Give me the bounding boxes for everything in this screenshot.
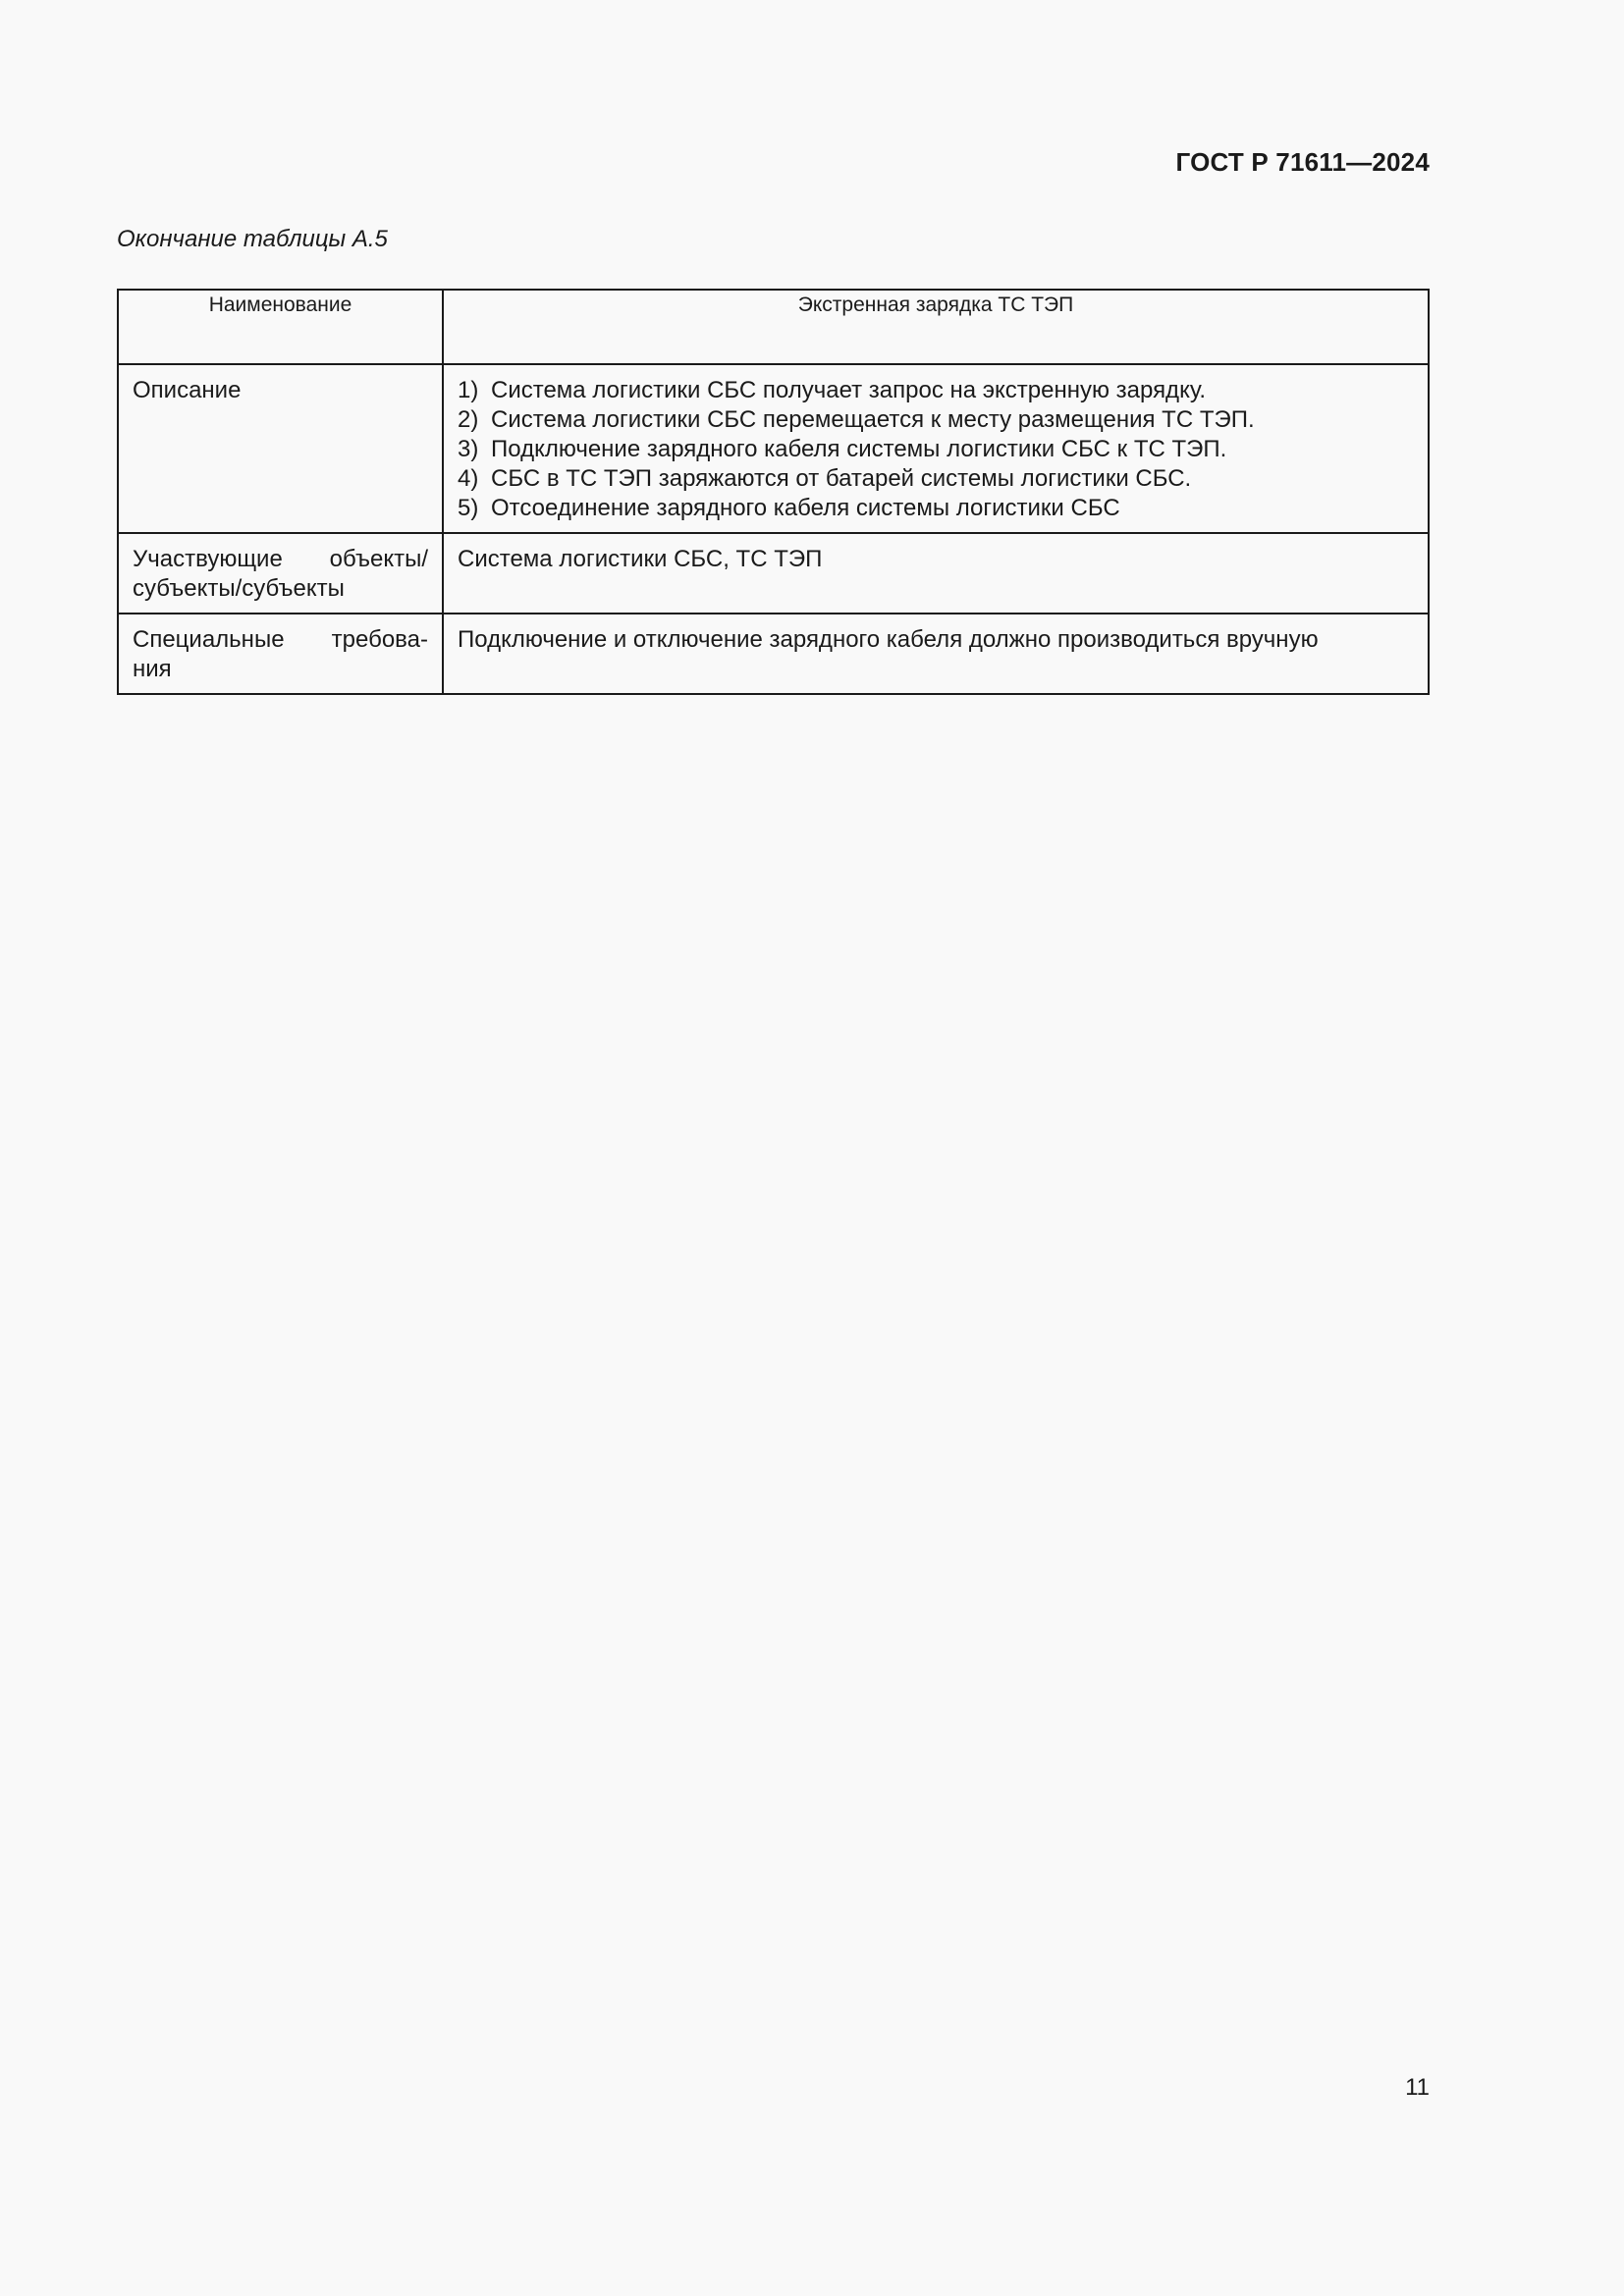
- list-item-number: 4): [458, 465, 479, 492]
- list-item: [458, 494, 1414, 523]
- table-header-row: [118, 290, 1429, 364]
- row-name-word: требова-: [331, 626, 428, 653]
- row-name-special-requirements: [119, 614, 442, 693]
- row-name-participants: [119, 534, 442, 613]
- row-name-cell: [118, 364, 443, 533]
- row-name-word: ния: [133, 656, 172, 682]
- list-item-text: СБС в ТС ТЭП заряжаются от батарей системы логистики СБС.: [491, 465, 1192, 492]
- row-name-cell: [118, 614, 443, 694]
- table-row-participants: [118, 533, 1429, 614]
- row-name-word: Участвующие: [133, 546, 283, 572]
- list-item: [458, 464, 1414, 494]
- list-item-number: 2): [458, 406, 479, 433]
- list-item: [458, 376, 1414, 405]
- list-item-number: 1): [458, 377, 479, 403]
- list-item: [458, 435, 1414, 464]
- row-value-participants: Система логистики СБС, ТС ТЭП: [458, 546, 823, 572]
- table-row-special-requirements: [118, 614, 1429, 694]
- row-name-cell: [118, 533, 443, 614]
- row-value-cell: [443, 533, 1429, 614]
- list-item-text: Отсоединение зарядного кабеля системы логистики СБС: [491, 495, 1120, 521]
- steps-list: [458, 376, 1414, 523]
- row-name-word: объекты/: [329, 546, 428, 572]
- row-value-cell: [443, 364, 1429, 533]
- use-case-table: [117, 289, 1430, 695]
- list-item-text: Подключение зарядного кабеля системы логистики СБС к ТС ТЭП.: [491, 436, 1227, 462]
- page-number: 11: [1405, 2074, 1430, 2101]
- table-caption: Окончание таблицы А.5: [117, 226, 388, 252]
- row-name-word: Специальные: [133, 626, 285, 653]
- list-item-number: 5): [458, 495, 479, 521]
- header-cell-name: Наименование: [118, 290, 443, 364]
- header-cell-value: Экстренная зарядка ТС ТЭП: [443, 290, 1429, 364]
- list-item-number: 3): [458, 436, 479, 462]
- table-row-description: [118, 364, 1429, 533]
- row-name-word: субъекты/субъекты: [133, 575, 345, 602]
- standard-code: ГОСТ Р 71611—2024: [1175, 147, 1430, 177]
- row-value-special-requirements: Подключение и отключение зарядного кабеля должно производиться вручную: [458, 626, 1319, 653]
- list-item-text: Система логистики СБС перемещается к месту размещения ТС ТЭП.: [491, 406, 1255, 433]
- list-item-text: Система логистики СБС получает запрос на экстренную зарядку.: [491, 377, 1207, 403]
- row-name-description: Описание: [133, 377, 242, 403]
- list-item: [458, 405, 1414, 435]
- row-value-cell: [443, 614, 1429, 694]
